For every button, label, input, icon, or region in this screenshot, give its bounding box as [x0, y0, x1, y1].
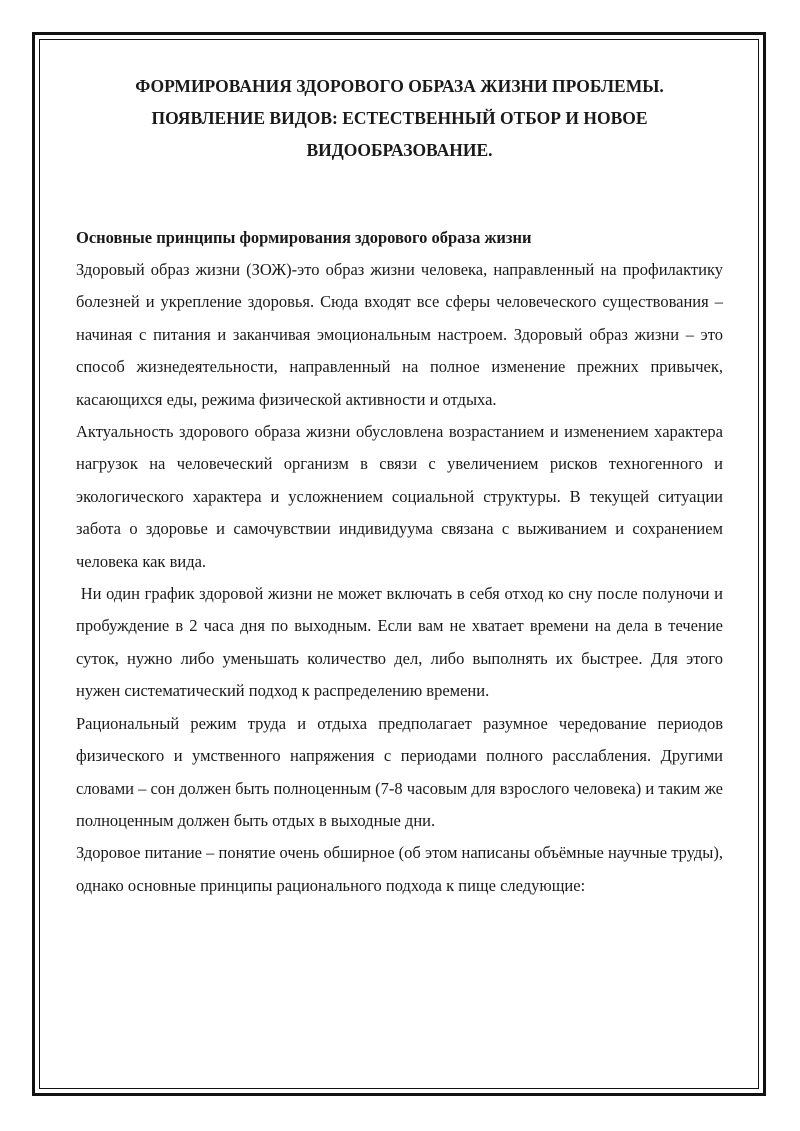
title-line: ФОРМИРОВАНИЯ ЗДОРОВОГО ОБРАЗА ЖИЗНИ ПРОБЛЕМЫ.: [135, 76, 664, 96]
title-line: ВИДООБРАЗОВАНИЕ.: [306, 140, 493, 160]
title-line: ПОЯВЛЕНИЕ ВИДОВ: ЕСТЕСТВЕННЫЙ ОТБОР И НОВОЕ: [151, 108, 648, 128]
document-title: [76, 70, 723, 166]
paragraph: Рациональный режим труда и отдыха предполагает разумное чередование периодов физического и умственного напряжения с периодами полного расслабления. Другими словами – сон должен быть полноценным (7-8 часовым для взрослого человека) и таким же полноценным должен быть отдых в выходные дни.: [76, 713, 723, 830]
paragraph: Актуальность здорового образа жизни обусловлена возрастанием и изменением характера нагрузок на человеческий организм в связи с увеличением рисков техногенного и экологического характера и усложнением социальной структуры. В текущей ситуации забота о здоровье и самочувствии индивидуума связана с выживанием и сохранением человека как вида.: [76, 422, 723, 571]
paragraph: Здоровое питание – понятие очень обширное (об этом написаны объёмные научные труды), однако основные принципы рационального подхода к пище следующие:: [76, 843, 723, 895]
document-body: [76, 70, 728, 902]
paragraph: Ни один график здоровой жизни не может включать в себя отход ко сну после полуночи и пробуждение в 2 часа дня по выходным. Если вам не хватает времени на дела в течение суток, нужно либо уменьшать количество дел, либо выполнять их быстрее. Для этого нужен систематический подход к распределению времени.: [76, 584, 728, 701]
section-heading: Основные принципы формирования здорового образа жизни: [76, 228, 532, 247]
paragraph: Здоровый образ жизни (ЗОЖ)-это образ жизни человека, направленный на профилактику болезней и укрепление здоровья. Сюда входят все сферы человеческого существования – начиная с питания и заканчивая эмоциональным настроем. Здоровый образ жизни – это способ жизнедеятельности, направленный на полное изменение прежних привычек, касающихся еды, режима физической активности и отдыха.: [76, 260, 723, 409]
